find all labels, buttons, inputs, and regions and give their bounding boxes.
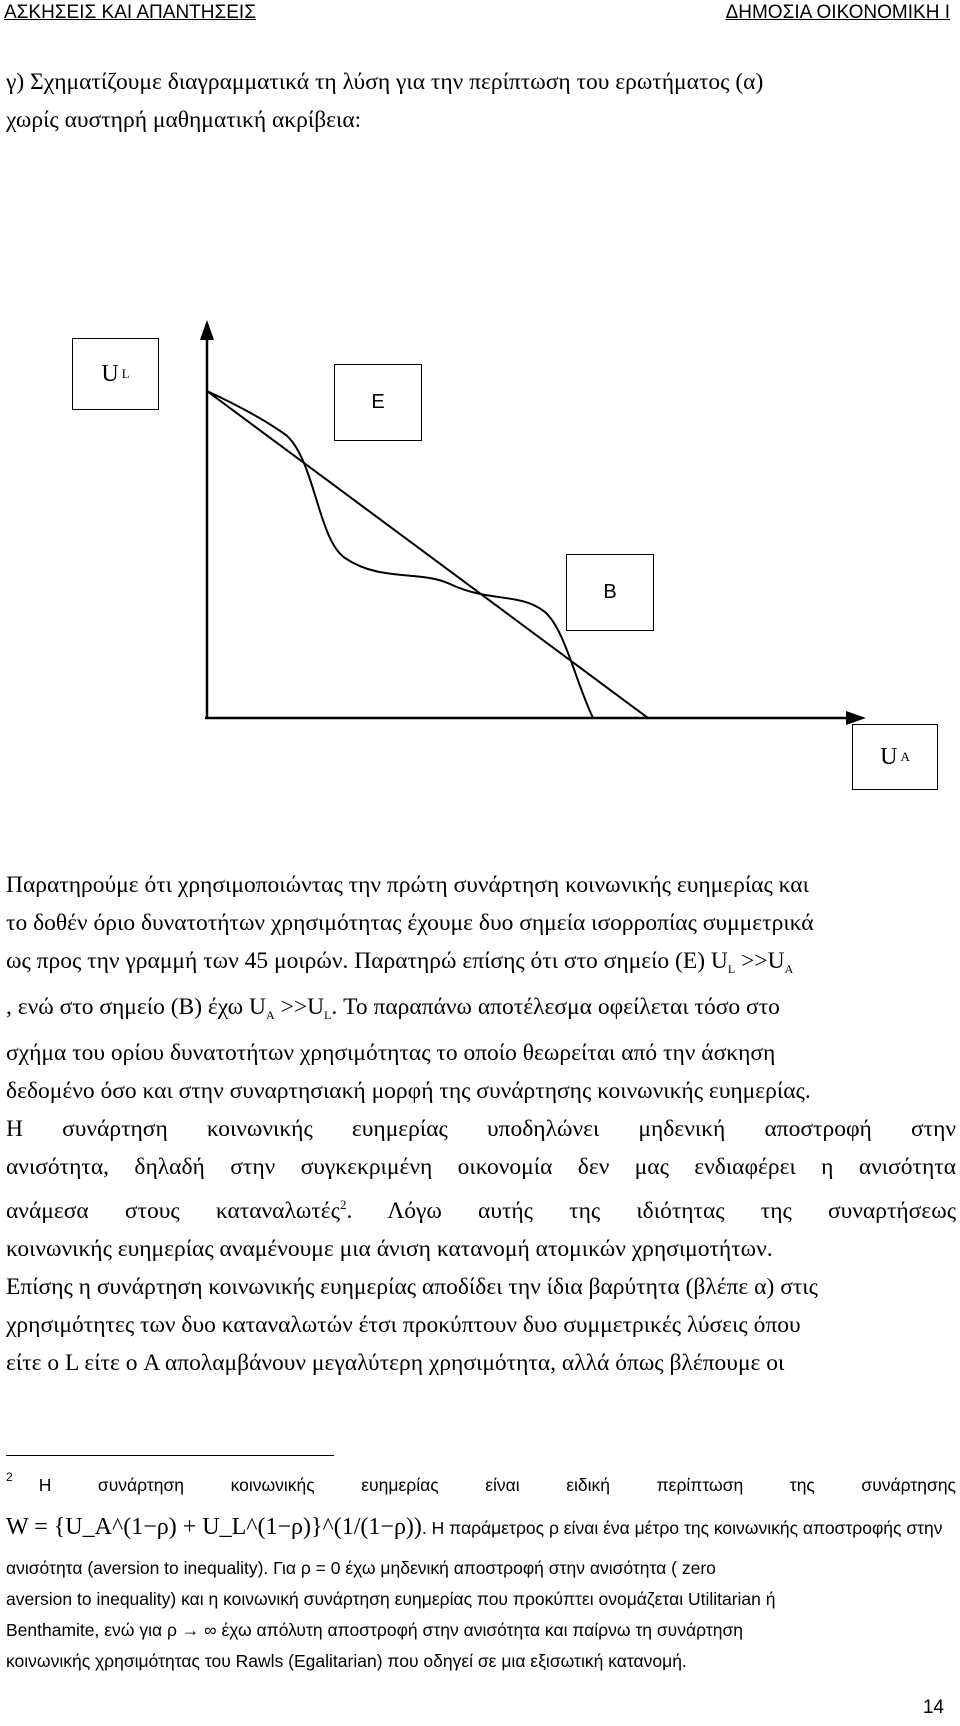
welfare-formula: W = {U_A^(1−ρ) + U_L^(1−ρ)}^(1/(1−ρ)) — [6, 1514, 422, 1540]
utility-possibility-figure — [0, 320, 960, 790]
body-line-4-text: , ενώ στο σημείο (Β) έχω — [6, 994, 250, 1020]
y-axis-label-sub: L — [121, 366, 130, 381]
point-e-box — [334, 364, 422, 441]
intro-paragraph — [6, 64, 956, 139]
page-number: 14 — [922, 1697, 944, 1718]
x-axis-label-box — [852, 724, 938, 790]
math-u: U — [249, 994, 267, 1020]
math-sub: A — [784, 962, 794, 976]
footnote-line-4: aversion to inequality) και η κοινωνική συνάρτηση ευημερίας που προκύπτει ονομάζεται Utilitarian ή — [6, 1589, 776, 1609]
footnote-line-2 — [6, 1501, 956, 1553]
y-axis-label-box — [72, 338, 159, 410]
body-line-3 — [6, 942, 956, 988]
body-line-12: χρησιμότητες των δυο καταναλωτών έτσι προκύπτουν δυο συμμετρικές λύσεις όπου — [6, 1311, 801, 1338]
point-b-label: B — [603, 581, 617, 603]
footnote-line-6: κοινωνικής χρησιμότητας του Rawls (Egalitarian) που οδηγεί σε μια εξισωτική κατανομή. — [6, 1651, 687, 1671]
body-line-10: κοινωνικής ευημερίας αναμένουμε μια άνιση κατανομή ατομικών χρησιμοτήτων. — [6, 1235, 773, 1262]
body-line-6: δεδομένο όσο και στην συναρτησιακή μορφή της συνάρτησης κοινωνικής ευημερίας. — [6, 1078, 811, 1104]
body-line-7: Η συνάρτηση κοινωνικής ευημερίας υποδηλώνει μηδενική αποστροφή στην — [6, 1116, 956, 1142]
body-line-8: ανισότητα, δηλαδή στην συγκεκριμένη οικονομία δεν μας ενδιαφέρει η ανισότητα — [6, 1154, 956, 1180]
body-line-13: είτε ο L είτε ο A απολαμβάνουν μεγαλύτερη χρησιμότητα, αλλά όπως βλέπουμε οι — [6, 1349, 785, 1376]
running-header — [0, 0, 960, 30]
math-sub: A — [266, 1008, 275, 1022]
body-line-9-text: ανάμεσα στους καταναλωτές — [6, 1197, 340, 1224]
footnote-line-2-text: . Η παράμετρος ρ είναι ένα μέτρο της κοινωνικής αποστροφής στην — [421, 1518, 943, 1538]
body-paragraph — [6, 866, 956, 1382]
math-op: >>U — [735, 948, 785, 974]
x-axis-label-sub: A — [900, 749, 910, 764]
intro-line-1: γ) Σχηματίζουμε διαγραμματικά τη λύση για την περίπτωση του ερωτήματος (α) — [6, 69, 764, 95]
point-b-box — [566, 554, 654, 631]
footnote-line-5: Benthamite, ενώ για ρ → ∞ έχω απόλυτη αποστροφή στην ανισότητα και παίρνω τη συνάρτηση — [6, 1620, 744, 1640]
math-sub: L — [324, 1008, 332, 1022]
y-axis-label: U — [101, 360, 119, 387]
math-op: >>U — [274, 994, 325, 1020]
x-axis-label: U — [880, 743, 898, 770]
footnote-number: 2 — [6, 1470, 13, 1484]
header-right-title: ΔΗΜΟΣΙΑ ΟΙΚΟΝΟΜΙΚΗ Ι — [725, 2, 950, 23]
footnote-ref: 2 — [339, 1197, 347, 1212]
footnote-line-3: ανισότητα (aversion to inequality). Για ρ = 0 έχω μηδενική αποστροφή στην ανισότητα ( zero — [6, 1558, 716, 1578]
y-axis-arrow-icon — [200, 320, 214, 340]
body-line-4 — [6, 988, 956, 1034]
body-line-11: Επίσης η συνάρτηση κοινωνικής ευημερίας αποδίδει την ίδια βαρύτητα (βλέπε α) στις — [6, 1273, 818, 1300]
body-line-9 — [6, 1186, 956, 1230]
x-axis-arrow-icon — [846, 711, 866, 725]
body-line-1: Παρατηρούμε ότι χρησιμοποιώντας την πρώτη συνάρτηση κοινωνικής ευημερίας και — [6, 872, 809, 898]
math-u: U — [710, 948, 728, 974]
footnote-line-1-text: Η συνάρτηση κοινωνικής ευημερίας είναι ειδική περίπτωση της συνάρτησης — [38, 1475, 956, 1495]
body-line-2: το δοθέν όριο δυνατοτήτων χρησιμότητας έχουμε δυο σημεία ισορροπίας συμμετρικά — [6, 910, 814, 936]
header-left-title: ΑΣΚΗΣΕΙΣ ΚΑΙ ΑΠΑΝΤΗΣΕΙΣ — [4, 2, 256, 23]
body-line-9-tail: . Λόγω αυτής της ιδιότητας της συναρτήσεως — [346, 1197, 956, 1224]
intro-line-2: χωρίς αυστηρή μαθηματική ακρίβεια: — [6, 106, 362, 133]
body-line-4-tail: . Το παραπάνω αποτέλεσμα οφείλεται τόσο στο — [331, 994, 780, 1020]
body-line-5: σχήμα του ορίου δυνατοτήτων χρησιμότητας το οποίο θεωρείται από την άσκηση — [6, 1040, 776, 1066]
point-e-label: E — [371, 391, 385, 413]
footnote-separator — [6, 1455, 334, 1456]
math-sub: L — [727, 962, 736, 976]
footnote-line-1 — [6, 1462, 956, 1501]
body-line-3-text: ως προς την γραμμή των 45 μοιρών. Παρατηρώ επίσης ότι στο σημείο (Ε) — [6, 948, 711, 974]
footnote — [6, 1462, 956, 1677]
